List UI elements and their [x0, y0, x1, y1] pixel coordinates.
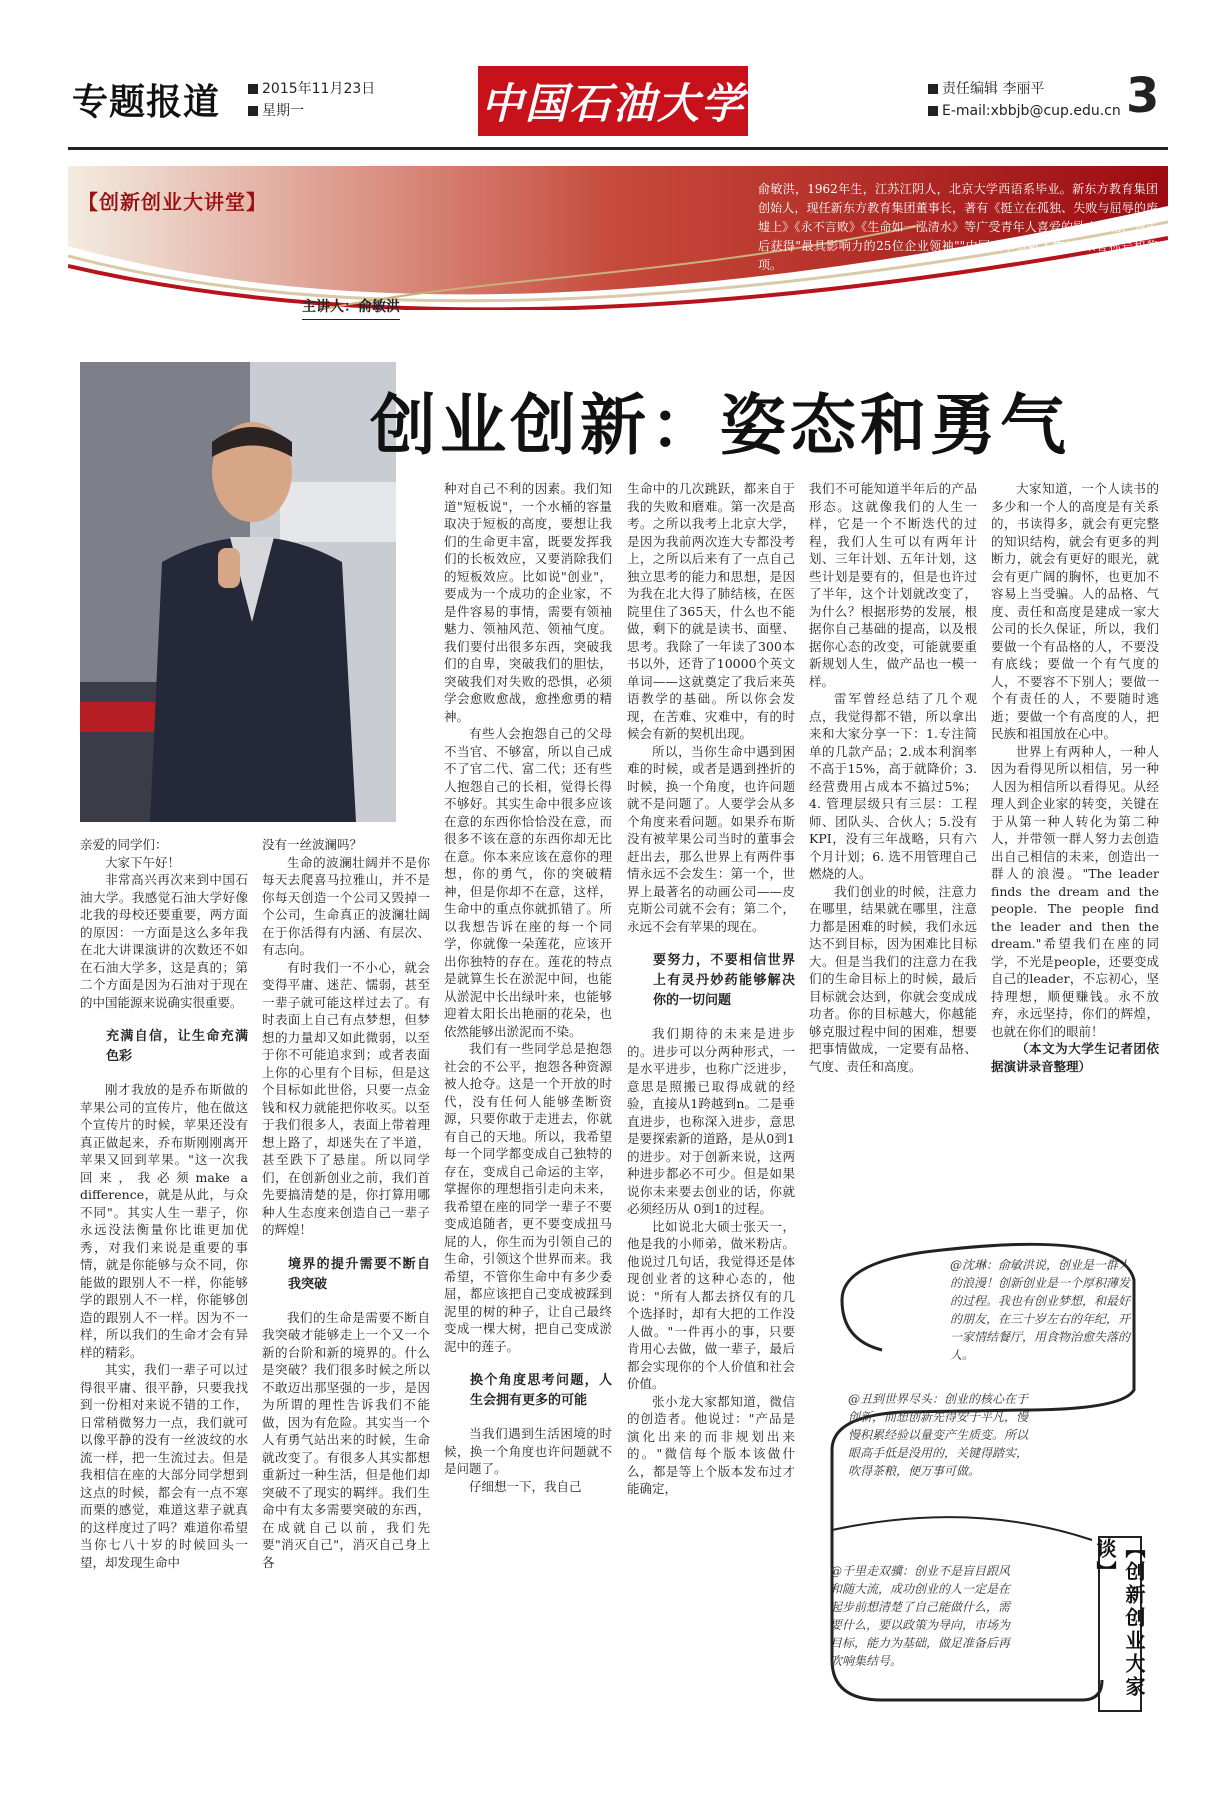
article-column-2 [262, 836, 430, 1716]
article-column-4 [627, 480, 795, 1716]
comment-qianli: @千里走双骥：创业不是盲目跟风和随大流，成功创业的人一定是在起步前想清楚了自己能做什么，需要什么，要以政策为导向，市场为目标，能力为基础，做足准备后再吹响集结号。 [830, 1564, 1011, 1668]
paragraph: 大家知道，一个人读书的多少和一个人的高度是有关系的，书读得多，就会有更完整的知识结构，就会有更多的判断力，就会有更好的眼光，就会有更广阔的胸怀，也更加不容易上当受骗。人的品格、气度、责任和高度是建成一家大公司的长久保证，所以，我们要做一个有品格的人，不要没有底线；要做一个有气度的人，不要容不下别人；要做一个有责任的人，不要随时逃逝；要做一个有高度的人，把民族和祖国放在心中。 [991, 481, 1159, 741]
paragraph: 有时我们一不小心，就会变得平庸、迷茫、懦弱，甚至一辈子就可能这样过去了。有时表面上自己有点梦想，但梦想的力量却又如此微弱，以至于你不可能追求到；或者表面上你的心里有个目标，但是这个目标如此世俗，只要一点金钱和权力就能把你收买。以至于我们很多人，表面上带着理想上路了，却迷失在了半道，甚至跌下了悬崖。所以同学们，在创新创业之前，我们首先要搞清楚的是，你打算用哪种人生态度来创造自己一辈子的辉煌！ [262, 959, 430, 1237]
paragraph: 刚才我放的是乔布斯做的苹果公司的宣传片，他在做这个宣传片的时候，苹果还没有真正做起来，乔布斯刚刚离开苹果又回到苹果。"这一次我回来，我必须make a difference，就是从此，与众不同"。其实人生一辈子，你永远没法衡量你比谁更加优秀，对我们来说是重要的事情，就是你能够与众不同，你能做的跟别人不一样，你能够学的跟别人不一样，你能够创造的跟别人不一样。因为不一样，所以我们的生命才会有异样的精彩。 [80, 1082, 248, 1360]
paragraph: 非常高兴再次来到中国石油大学。我感觉石油大学好像北我的母校还要重要，两方面的原因：一方面是这么多年我在北大讲课演讲的次数还不如在石油大学多，这是真的；第二个方面是因为石油对于现在的中国能源来说确实很重要。 [80, 872, 248, 1010]
discussion-tag-label: 【创新创业大家谈】 [1093, 1538, 1146, 1699]
column-tag: 【创新创业大讲堂】 [78, 190, 267, 214]
speaker-line: 主讲人：俞敏洪 [302, 296, 400, 320]
subheading: 境界的提升需要不断自我突破 [288, 1256, 430, 1292]
paragraph: 比如说北大硕士张天一，他是我的小师弟，做米粉店。他说过几句话，我觉得还是体现创业者的这种心态的，他说："所有人都去挤仅有的几个选择时，却有大把的工作没人做。"一件再小的事，只要肯用心去做，做一辈子，最后都会实现你的个人价值和社会价值。 [627, 1218, 795, 1391]
issue-weekday: 星期一 [248, 100, 375, 122]
paragraph: 当我们遇到生活困境的时候，换一个角度也许问题就不是问题了。 [444, 1426, 612, 1476]
paragraph: 生命中的几次跳跃，都来自于我的失败和磨难。第一次是高考。之所以我考上北京大学，是因为我前两次连大专都没考上，之所以后来有了一点自己独立思考的能力和思想，是因为我在北大得了肺结核，在医院里住了365天，什么也不能做，剩下的就是读书、面壁、思考。我除了一年读了300本书以外，还背了10000个英文单词——这就奠定了我后来英语教学的基础。所以你会发现，在苦难、灾难中，有的时候会有新的契机出现。 [627, 481, 795, 741]
speaker-photo-graphic [80, 362, 396, 822]
greeting: 大家下午好！ [105, 854, 181, 870]
subheading: 充满自信，让生命充满色彩 [106, 1029, 248, 1064]
paragraph: 张小龙大家都知道，微信的创造者。他说过："产品是演化出来的而非规划出来的。"微信每个版本该做什么，都是等上个版本发布过才能确定， [627, 1393, 795, 1496]
paragraph: 没有一丝波澜吗？ [262, 837, 363, 852]
issue-date: 2015年11月23日 [248, 78, 375, 100]
logo-text: 中国石油大学 [480, 79, 745, 128]
paragraph: 有些人会抱怨自己的父母不当官、不够富，所以自己成不了官二代、富二代；还有些人抱怨自己的长相，觉得长得不够好。其实生命中很多应该在意的东西你恰恰没在意，而很多不该在意的东西你却无比在意。你本来应该在意你的理想，你的勇气，你的突破精神，但是你却不在意，这样，生命中的重点你就抓错了。所以我想告诉在座的每一个同学，你就像一朵莲花，应该开出你独特的存在。莲花的特点是就算生长在淤泥中间，也能从淤泥中长出绿叶来，也能够迎着太阳长出艳丽的花朵，也依然能够出淤泥而不染。 [444, 726, 612, 1039]
paragraph: 我们期待的未来是进步的。进步可以分两种形式，一是水平进步，也称广泛进步，意思是照搬已取得成就的经验，直接从1跨越到n。二是垂直进步，也称深入进步，意思是要探索新的道路，是从0到1的进步。对于创新来说，这两种进步都必不可少。但是如果说你未来要去创业的话，你就必须经历从 0到1的过程。 [627, 1026, 795, 1216]
paragraph: 生命的波澜壮阔并不是你每天去爬喜马拉雅山，并不是你每天创造一个公司又毁掉一个公司，生命真正的波澜壮阔在于你活得有内涵、有层次、有志向。 [262, 854, 430, 957]
paragraph: 其实，我们一辈子可以过得很平庸、很平静，只要我找到一份相对来说不错的工作，日常稍微努力一点，我们就可以像平静的没有一丝波纹的水流一样，把一生流过去。但是我相信在座的大部分同学想到这点的时候，都会有一点不寒而栗的感觉，难道这辈子就真的这样度过了吗？难道你希望当你七八十岁的时候回头一望，却发现生命中 [80, 1362, 248, 1570]
article-credit: （本文为大学生记者团依据演讲录音整理） [991, 1041, 1159, 1074]
subheading: 要努力，不要相信世界上有灵丹妙药能够解决你的一切问题 [653, 953, 795, 1008]
comment-shenlin: @沈琳：俞敏洪说，创业是一群人的浪漫！创新创业是一个厚积薄发的过程。我也有创业梦想，和最好的朋友，在三十岁左右的年纪，开一家情结餐厅，用食物治愈失落的人。 [950, 1258, 1131, 1362]
speaker-photo [80, 362, 396, 822]
speaker-bio: 俞敏洪，1962年生，江苏江阴人，北京大学西语系毕业。新东方教育集团创始人，现任新东方教育集团董事长，著有《挺立在孤独、失败与屈辱的废墟上》《永不言败》《生命如一泓清水》等广受青年人喜爱的励志书籍，曾先后获得"最具影响力的25位企业领袖""中国改革贡献人物"等荣誉称号和奖项。 [758, 182, 1158, 272]
newspaper-logo [478, 66, 748, 136]
paragraph: 世界上有两种人，一种人因为看得见所以相信，另一种人因为相信所以看得见。从经理人到企业家的转变，关键在于从第一种人转化为第二种人，并带领一群人努力去创造出自己相信的未来，创造出一群人的浪漫。"The leader finds the dream and the people. The people find the leader and then the dream."希望我们在座的同学，不光是people，还要变成自己的leader，不忘初心，坚持理想，顺便赚钱。永不放弃，永远坚持，你们的辉煌，也就在你们的眼前！ [991, 743, 1159, 1039]
headline: 创业创新：姿态和勇气 [370, 386, 1070, 464]
article-column-1 [80, 836, 248, 1716]
editor-email: E-mail:xbbjb@cup.edu.cn [928, 100, 1121, 122]
article-column-6 [991, 480, 1159, 1240]
page-number: 3 [1126, 68, 1160, 124]
paragraph: 仔细想一下，我自己 [469, 1478, 582, 1494]
section-title: 专题报道 [72, 82, 221, 123]
paragraph: 我们的生命是需要不断自我突破才能够走上一个又一个新的台阶和新的境界的。什么是突破？我们很多时候之所以不敢迈出那坚强的一步，是因为所谓的理性告诉我们不能做，因为有危险。其实当一个人有勇气站出来的时候，生命就改变了。有很多人其实都想重新过一种生活，但是他们却突破不了现实的羁绊。我们生命中有太多需要突破的东西，在成就自己以前，我们先要"消灭自己"，消灭自己身上各 [262, 1309, 430, 1570]
paragraph: 种对自己不利的因素。我们知道"短板说"，一个水桶的容量取决于短板的高度，要想让我们的生命更丰富，既要发挥我们的长板效应，又要消除我们的短板效应。比如说"创业"，要成为一个成功的企业家，不是件容易的事情，需要有领袖魅力、领袖风范、领袖气度。我们要付出很多东西，突破我们的自卑，突破我们的胆怯，突破我们对失败的恐惧，必须学会愈败愈战，愈挫愈勇的精神。 [444, 481, 612, 724]
paragraph: 雷军曾经总结了几个观点，我觉得都不错，所以拿出来和大家分享一下：1.专注简单的几款产品；2.成本利润率不高于15%，高于就降价；3.经营费用占成本不搞过5%；4. 管理层级只有三层：工程师、团队头、合伙人；5.没有KPI，没有三年战略，只有六个月计划；6. 选不用管理自己燃烧的人。 [809, 691, 977, 881]
header-rule [68, 147, 1168, 150]
salutation: 亲爱的同学们： [80, 837, 168, 852]
comment-chou: @丑到世界尽头：创业的核心在于创新，而想创新先得安于平凡，慢慢积累经验以量变产生质变。所以眼高手低是没用的，关键得踏实，吹得茶粮，便万事可做。 [848, 1392, 1029, 1478]
discussion-tag [1093, 1536, 1146, 1712]
paragraph: 我们创业的时候，注意力在哪里，结果就在哪里，注意力都是困难的时候，我们永远达不到目标，因为困难比目标大。但是当我们的注意力在我们的生命目标上的时候，最后目标就会达到，你就会变成成功者。你的目标越大，你越能够克服过程中间的困难，想要把事情做成，一定要有品格、气度、责任和高度。 [809, 883, 977, 1074]
subheading: 换个角度思考问题，人生会拥有更多的可能 [470, 1373, 612, 1408]
paragraph: 所以，当你生命中遇到困难的时候，或者是遇到挫折的时候，换一个角度，也许问题就不是问题了。人要学会从多个角度来看问题。如果乔布斯没有被苹果公司当时的董事会赶出去，那么世界上有两件事情永远不会发生：第一个，世界上最著名的动画公司——皮克斯公司就不会有；第二个，永远不会有苹果的现在。 [627, 743, 795, 934]
paragraph: 我们有一些同学总是抱怨社会的不公平，抱怨各种资源被人抢夺。这是一个开放的时代，没有任何人能够垄断资源，只要你敢于走进去，你就有自己的天地。所以，我希望每一个同学都变成自己独特的存在，变成自己命运的主宰，掌握你的理想指引走向未来，我希望在座的同学一辈子不要变成追随者，更不要变成扭马屁的人，你生而为引领自己的生命，引领这个世界而来。我希望，不管你生命中有多少委屈，都应该把自己变成被踩到泥里的树的种子，让自己最终变成一棵大树，把自己变成淤泥中的莲子。 [444, 1041, 612, 1354]
editor-meta [928, 78, 1121, 122]
editor-name: 责任编辑 李丽平 [928, 78, 1121, 100]
article-column-3 [444, 480, 612, 1716]
article-column-5 [809, 480, 977, 1254]
paragraph: 我们不可能知道半年后的产品形态。这就像我们的人生一样，它是一个不断迭代的过程，我们人生可以有两年计划、三年计划、五年计划，这些计划是要有的，但是也许过了半年，这个计划就改变了，为什么？根据形势的发展，根据你自己基础的提高，以及根据你心态的改变，可能就要重新规划人生，做产品也一模一样。 [809, 481, 977, 689]
issue-meta [248, 78, 375, 122]
masthead [0, 0, 1232, 150]
